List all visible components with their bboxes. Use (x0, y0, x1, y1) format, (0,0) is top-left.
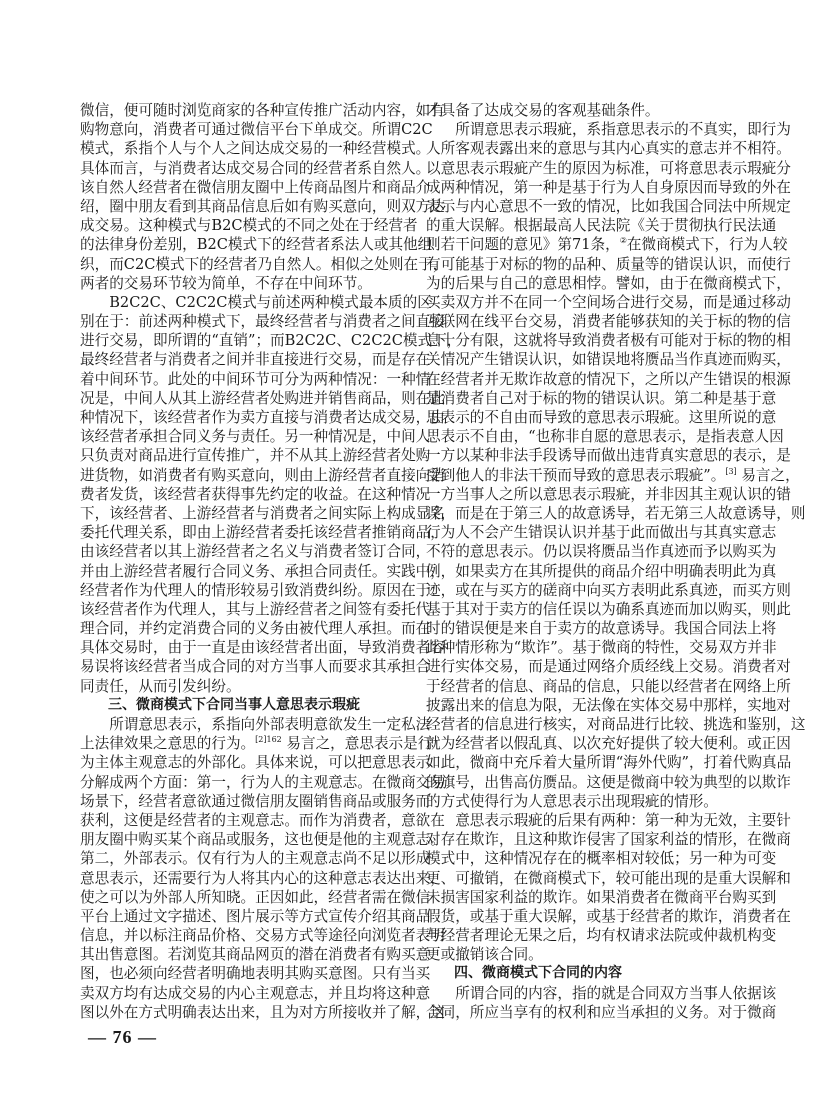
text-line: 买卖双方并不在同一个空间场合进行交易，而是通过移动 (426, 293, 791, 311)
text-line: 模式，系指个人与个人之间达成交易的一种经营模式。 (80, 140, 431, 158)
text-line: 与经营者理论无果之后，均有权请求法院或仲裁机构变 (426, 927, 777, 945)
text-line: 由该经营者以其上游经营者之名义与消费者签订合同， (80, 543, 431, 561)
text-line: 绍，圈中朋友看到其商品信息后如有购买意向，则双方达 (80, 197, 445, 215)
text-segment: 受到他人的非法干预而导致的意思表示瑕疵”。 (426, 466, 726, 484)
text-line: 披露出来的信息为限，无法像在实体交易中那样，实地对 (426, 696, 791, 714)
paragraph (80, 101, 448, 293)
text-line: 卖双方均有达成交易的内心主观意志，并且均将这种意 (80, 984, 431, 1002)
text-line: 理合同，并约定消费合同的义务由被代理人承担。而在 (80, 620, 431, 638)
text-line: 为的后果与自己的意思相悖。譬如，由于在微商模式下， (426, 274, 791, 292)
text-line: 才具备了达成交易的客观基础条件。 (426, 102, 660, 119)
text-line: 思表示不自由，“也称非自愿的意思表示，是指表意人因 (426, 428, 784, 446)
text-segment: 易言之，意思表示是行 (281, 735, 433, 753)
text-segment: 易言之， (736, 466, 800, 484)
text-segment: 在微商模式下，行为人较 (626, 236, 788, 254)
right-column (426, 101, 806, 1022)
text-line: 一方以某种非法手段诱导而做出违背真实意思的表示，是 (426, 447, 791, 465)
text-line: 并由上游经营者履行合同义务、承担合同责任。实践中， (80, 562, 445, 580)
text-line: B2C2C、C2C2C模式与前述两种模式最本质的区 (109, 293, 432, 311)
text-line: 购物意向，消费者可通过微信平台下单成交。所谓C2C (80, 121, 433, 139)
text-line: 朋友圈中购买某个商品或服务，这也便是他的主观意志。 (80, 831, 445, 849)
paragraph (80, 715, 445, 1022)
text-line: 迹，或在与买方的磋商中向买方表明此系真迹，而买方则 (426, 581, 791, 599)
paragraph (426, 101, 753, 120)
text-line: 进货物，如消费者有购买意向，则由上游经营者直接向消 (80, 466, 445, 484)
text-line: 如此，微商中充斥着大量所谓“海外代购”，打着代购真品 (426, 754, 792, 772)
text-line: 经营者的信息进行核实，对商品进行比较、挑选和鉴别，这 (426, 716, 806, 733)
text-line: 平台上通过文字描述、图片展示等方式宣传介绍其商品 (80, 907, 431, 925)
text-line: 于经营者的信息、商品的信息，只能以经营者在网络上所 (426, 677, 791, 695)
text-line: 就为经营者以假乱真、以次充好提供了较大便利。或正因 (426, 735, 791, 753)
text-line: 进行交易，即所谓的“直销”；而B2C2C、C2C2C模式下， (80, 332, 462, 350)
text-line: 微信，便可随时浏览商家的各种宣传推广活动内容，如有 (80, 102, 445, 119)
text-line (426, 466, 800, 485)
text-line: 所谓意思表示，系指向外部表明意欲发生一定私法 (109, 716, 431, 733)
text-line: 一方当事人之所以意思表示瑕疵，并非因其主观认识的错 (426, 485, 791, 503)
section-heading: 三、微商模式下合同当事人意思表示瑕疵 (108, 696, 360, 713)
text-line: 委托代理关系，即由上游经营者委托该经营者推销商品， (80, 524, 445, 542)
text-line: 成交易。这种模式与B2C模式的不同之处在于经营者 (80, 217, 418, 235)
text-line: 其出售意图。若浏览其商品网页的潜在消费者有购买意 (80, 946, 431, 964)
text-line: 行为人不会产生错误认识并基于此而做出与其真实意志 (426, 524, 777, 542)
text-line: 表示与内心意思不一致的情况，比如我国合同法中所规定 (426, 197, 791, 215)
text-line: 对存在欺诈，且这种欺诈侵害了国家利益的情形，在微商 (426, 831, 791, 849)
text-line: 互联网在线平台交易，消费者能够获知的关于标的物的信 (426, 313, 791, 331)
text-line: 意思表示瑕疵的后果有两种：第一种为无效，主要针 (455, 811, 791, 829)
section-heading: 四、微商模式下合同的内容 (454, 965, 622, 982)
text-line: 是消费者自己对于标的物的错误认识。第二种是基于意 (426, 389, 777, 407)
text-line: 以意思表示瑕疵产生的原因为标准，可将意思表示瑕疵分 (426, 159, 791, 177)
text-line: 使之可以为外部人所知晓。正因如此，经营者需在微信 (80, 888, 431, 906)
text-line: 进行实体交易，而是通过网络介质经线上交易。消费者对 (426, 658, 791, 676)
text-line: 关情况产生错误认识，如错误地将赝品当作真迹而购买， (426, 351, 791, 369)
citation-superscript: ② (619, 236, 627, 246)
text-line: 图以外在方式明确表达出来，且为对方所接收并了解，这 (80, 1003, 445, 1021)
paragraph (426, 984, 777, 1022)
text-line: 误，而是在于第三人的故意诱导，若无第三人故意诱导，则 (426, 504, 806, 522)
text-line: 基于其对于卖方的信任误以为确系真迹而加以购买，则此 (426, 600, 791, 618)
text-line: 织，而C2C模式下的经营者乃自然人。相似之处则在于， (80, 255, 448, 273)
text-line: 更、可撤销，在微商模式下，较可能出现的是重大误解和 (426, 869, 791, 887)
text-line: 模式中，这种情况存在的概率相对较低；另一种为可变 (426, 850, 777, 868)
paragraph (426, 120, 806, 811)
text-line: 有可能基于对标的物的品种、质量等的错误认识，而使行 (426, 255, 791, 273)
text-line: 分解成两个方面：第一，行为人的主观意志。在微商交易 (80, 773, 445, 791)
text-line: 人所客观表露出来的意思与其内心真实的意志并不相符。 (426, 140, 791, 158)
citation-superscript: [3] (725, 466, 737, 476)
text-line: 信息，并以标注商品价格、交易方式等途径向浏览者表明 (80, 927, 445, 945)
text-line: 别在于：前述两种模式下，最终经营者与消费者之间直接 (80, 313, 445, 331)
text-line: 的法律身份差别，B2C模式下的经营者系法人或其他组 (80, 236, 433, 254)
text-line: 此种情形称为“欺诈”。基于微商的特性，交易双方并非 (426, 639, 777, 657)
text-line: 下，该经营者、上游经营者与消费者之间实际上构成显名 (80, 504, 445, 522)
text-line: 第二，外部表示。仅有行为人的主观意志尚不足以形成 (80, 850, 431, 868)
text-line: 成两种情况，第一种是基于行为人自身原因而导致的外在 (426, 178, 791, 196)
page-number: — 76 — (88, 1027, 157, 1047)
text-line: 易误将该经营者当成合同的对方当事人而要求其承担合 (80, 658, 431, 676)
text-line: 的方式使得行为人意思表示出现瑕疵的情形。 (426, 792, 718, 810)
text-line: 费者发货，该经营者获得事先约定的收益。在这种情况 (80, 485, 431, 503)
text-line (80, 734, 433, 753)
text-line: 例，如果卖方在其所提供的商品介绍中明确表明此为真 (426, 562, 777, 580)
text-line: 更或撤销该合同。 (426, 946, 543, 964)
text-line: 图，也必须向经营者明确地表明其购买意图。只有当买 (80, 965, 431, 983)
text-line: 最终经营者与消费者之间并非直接进行交易，而是存在 (80, 351, 431, 369)
text-line: 合同，所应当享有的权利和应当承担的义务。对于微商 (426, 1003, 777, 1021)
text-line: 况是，中间人从其上游经营者处购进并销售商品，则在此 (80, 389, 445, 407)
text-segment: 则若干问题的意见》第71条， (426, 236, 620, 254)
text-line: 在经营者并无欺诈故意的情况下，之所以产生错误的根源 (426, 370, 791, 388)
text-line: 具体而言，与消费者达成交易合同的经营者系自然人。 (80, 159, 431, 177)
text-line: 具体交易时，由于一直是由该经营者出面，导致消费者容 (80, 639, 445, 657)
text-line: 着中间环节。此处的中间环节可分为两种情况：一种情 (80, 370, 431, 388)
paragraph (80, 293, 462, 696)
text-line: 假货，或基于重大误解，或基于经营者的欺诈，消费者在 (426, 907, 791, 925)
text-line: 场景下，经营者意欲通过微信朋友圈销售商品或服务而 (80, 792, 431, 810)
text-line: 该经营者承担合同义务与责任。另一种情况是，中间人 (80, 428, 431, 446)
text-segment: 上法律效果之意思的行为。 (80, 735, 256, 753)
text-line: 的重大误解。根据最高人民法院《关于贯彻执行民法通 (426, 217, 777, 235)
text-line: 的旗号，出售高仿赝品。这便是微商中较为典型的以欺诈 (426, 773, 791, 791)
text-line (426, 235, 788, 254)
text-line: 意思表示，还需要行为人将其内心的这种意志表达出来， (80, 869, 445, 887)
text-line: 未损害国家利益的欺诈。如果消费者在微商平台购买到 (426, 888, 777, 906)
text-line: 所谓合同的内容，指的就是合同双方当事人依据该 (455, 984, 777, 1002)
text-line: 为主体主观意志的外部化。具体来说，可以把意思表示 (80, 754, 431, 772)
text-line: 思表示的不自由而导致的意思表示瑕疵。这里所说的意 (426, 409, 777, 426)
text-line: 两者的交易环节较为简单，不存在中间环节。 (80, 274, 372, 292)
text-line: 不符的意思表示。仍以误将赝品当作真迹而予以购买为 (426, 543, 777, 561)
text-line: 经营者作为代理人的情形较易引致消费纠纷。原因在于： (80, 581, 445, 599)
left-column (80, 101, 462, 1022)
paragraph (426, 811, 791, 965)
text-line: 时的错误便是来自于卖方的故意诱导。我国合同法上将 (426, 620, 777, 638)
text-line: 同责任，从而引发纠纷。 (80, 677, 241, 695)
citation-superscript: [2]162 (255, 735, 282, 745)
text-line: 该经营者作为代理人，其与上游经营者之间签有委托代 (80, 600, 431, 618)
text-line: 种情况下，该经营者作为卖方直接与消费者达成交易，由 (80, 409, 445, 426)
text-line: 获利，这便是经营者的主观意志。而作为消费者，意欲在 (80, 811, 445, 829)
text-line: 所谓意思表示瑕疵，系指意思表示的不真实，即行为 (455, 121, 791, 139)
text-line: 只负责对商品进行宣传推广，并不从其上游经营者处购 (80, 447, 431, 465)
text-line: 息十分有限，这就将导致消费者极有可能对于标的物的相 (426, 332, 791, 350)
text-line: 该自然人经营者在微信朋友圈中上传商品图片和商品介 (80, 178, 431, 196)
